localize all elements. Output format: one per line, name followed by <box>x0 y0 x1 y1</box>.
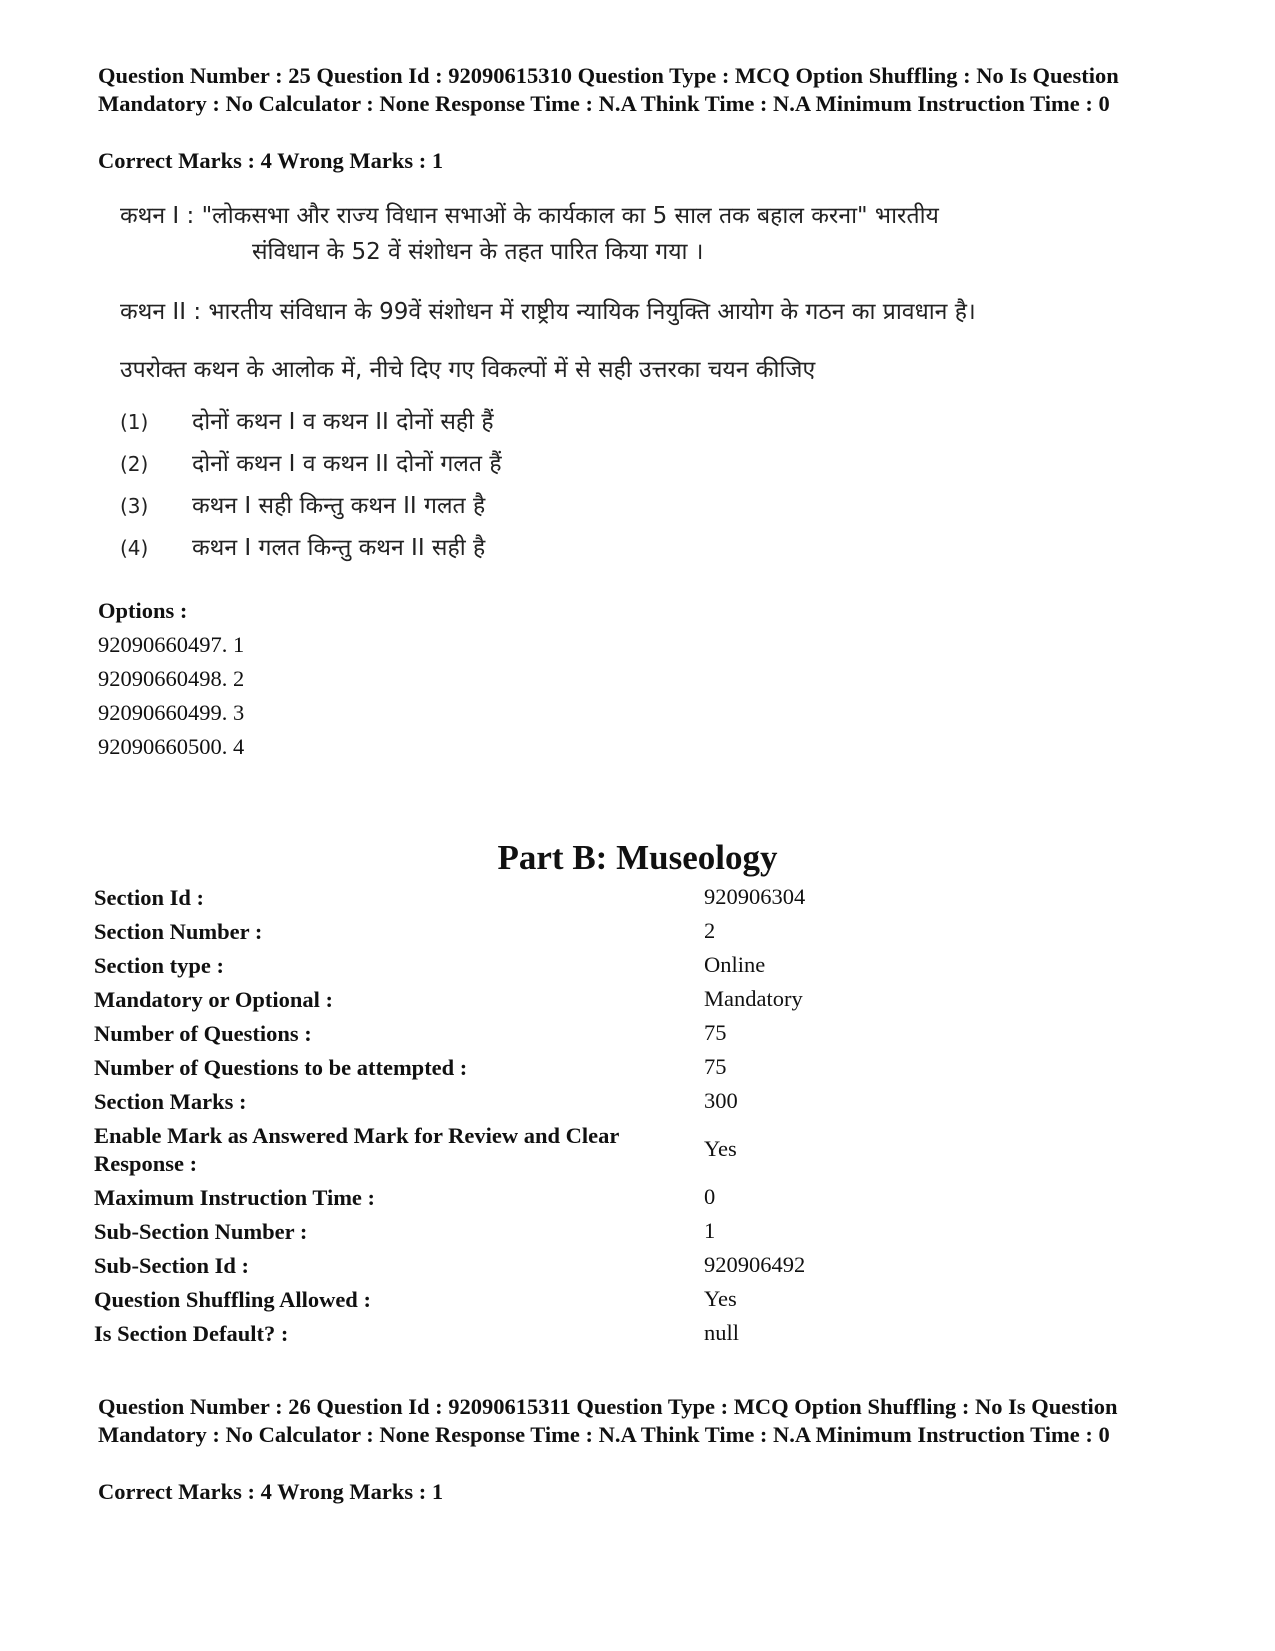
question-header: Question Number : 25 Question Id : 92090615310 Question Type : MCQ Option Shuffling : No Is Question Mandatory : No Calculator : None Response Time : N.A Think Time : N.A Minimum Instruction Time : 0 <box>98 63 1119 116</box>
section-label: Is Section Default? : <box>94 1321 289 1346</box>
section-value: 300 <box>704 1088 738 1113</box>
part-title: Part B: Museology <box>497 838 778 877</box>
choice-item <box>120 404 494 436</box>
section-value: null <box>704 1320 740 1345</box>
statement-2: कथन II : भारतीय संविधान के 99वें संशोधन में राष्ट्रीय न्यायिक नियुक्ति आयोग के गठन का प्रावधान है। <box>120 299 976 325</box>
question-marks: Correct Marks : 4 Wrong Marks : 1 <box>98 148 444 173</box>
section-value: Mandatory <box>704 986 803 1011</box>
section-value: 75 <box>704 1020 727 1045</box>
section-label: Section Id : <box>94 885 205 910</box>
section-value: 2 <box>704 918 716 943</box>
section-value: 920906304 <box>704 884 806 909</box>
choice-item <box>120 530 485 562</box>
section-label: Maximum Instruction Time : <box>94 1185 376 1210</box>
question-instruction: उपरोक्त कथन के आलोक में, नीचे दिए गए विकल्पों में से सही उत्तरका चयन कीजिए <box>120 357 816 383</box>
question-marks: Correct Marks : 4 Wrong Marks : 1 <box>98 1479 444 1504</box>
section-label: Sub-Section Number : <box>94 1219 308 1244</box>
choice-text: दोनों कथन I व कथन II दोनों गलत हैं <box>192 451 502 477</box>
choice-number: (1) <box>120 410 149 434</box>
section-label: Section Number : <box>94 919 263 944</box>
choice-item <box>120 446 502 478</box>
option-id: 92090660500. 4 <box>98 734 245 759</box>
section-value: 1 <box>704 1218 716 1243</box>
statement-1-continued: संविधान के 52 वें संशोधन के तहत पारित किया गया । <box>252 239 704 265</box>
section-value: 920906492 <box>704 1252 806 1277</box>
options-title: Options : <box>98 598 188 623</box>
question-header: Question Number : 26 Question Id : 92090615311 Question Type : MCQ Option Shuffling : No Is Question Mandatory : No Calculator : None Response Time : N.A Think Time : N.A Minimum Instruction Time : 0 <box>98 1394 1118 1447</box>
section-label: Sub-Section Id : <box>94 1253 250 1278</box>
choice-text: कथन I गलत किन्तु कथन II सही है <box>192 535 486 561</box>
section-label: Number of Questions : <box>94 1021 312 1046</box>
option-id: 92090660497. 1 <box>98 632 245 657</box>
choice-number: (3) <box>120 494 149 518</box>
section-label: Mandatory or Optional : <box>94 987 333 1012</box>
section-value: Yes <box>704 1136 737 1161</box>
section-value: 75 <box>704 1054 727 1079</box>
choice-text: कथन I सही किन्तु कथन II गलत है <box>192 493 486 519</box>
section-label: Section Marks : <box>94 1089 247 1114</box>
choice-text: दोनों कथन I व कथन II दोनों सही हैं <box>192 409 494 435</box>
statement-1: कथन I : "लोकसभा और राज्य विधान सभाओं के कार्यकाल का 5 साल तक बहाल करना" भारतीय <box>120 203 939 229</box>
section-label: Enable Mark as Answered Mark for Review and Clear Response : <box>94 1123 619 1176</box>
option-id: 92090660498. 2 <box>98 666 245 691</box>
section-value: Online <box>704 952 766 977</box>
section-value: 0 <box>704 1184 716 1209</box>
section-value: Yes <box>704 1286 737 1311</box>
choice-number: (2) <box>120 452 149 476</box>
section-label: Number of Questions to be attempted : <box>94 1055 468 1080</box>
section-label: Section type : <box>94 953 224 978</box>
choice-number: (4) <box>120 536 149 560</box>
option-id: 92090660499. 3 <box>98 700 245 725</box>
section-label: Question Shuffling Allowed : <box>94 1287 371 1312</box>
choice-item <box>120 488 485 520</box>
